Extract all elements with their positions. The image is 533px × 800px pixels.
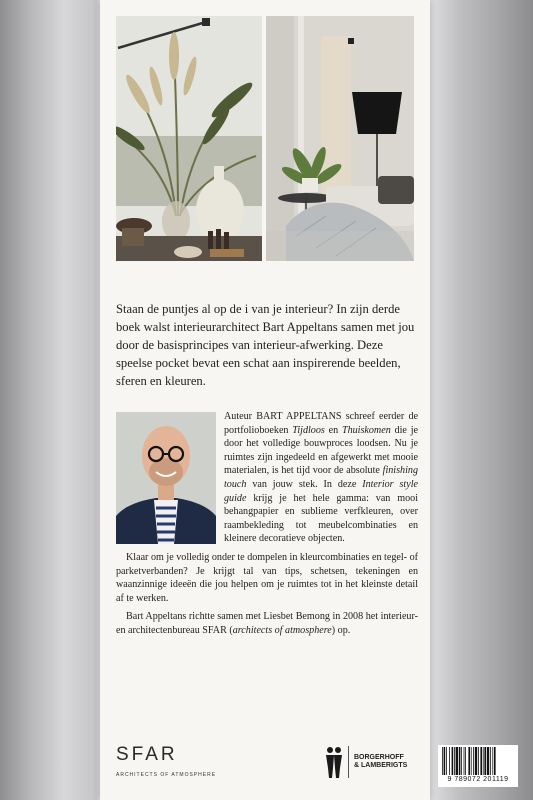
- isbn-barcode: [438, 745, 518, 787]
- emphasis-finishing-touch: finishing touch: [224, 465, 418, 490]
- bio-text: die je door het volledige bouwproces loodsen. Nu je ruimtes zijn ingedeeld en afgewerkt met mooie materialen, is het tijd voor de absolute: [224, 424, 418, 477]
- publisher-figures-icon: [324, 746, 344, 783]
- sfar-logo-word: SFAR: [116, 744, 178, 765]
- bio-text: Bart Appeltans richtte samen met Liesbet Bemong in 2008 het interieur- en architectenbureau SFAR (: [116, 611, 418, 636]
- bio-paragraph-3: [116, 610, 418, 637]
- isbn-number: 9 789072 201119: [447, 776, 509, 783]
- publisher-line-1: BORGERHOFF: [354, 754, 404, 761]
- bio-paragraph-2: Klaar om je volledig onder te dompelen in kleurcombinaties en tegel- of parketverbanden? Je krijgt tal van tips, schetsen, tekeningen en waanzinnige ideeën die jou helpen om je ruimtes tot in het kleinste detail af te werken.: [116, 551, 418, 604]
- publisher-divider: [348, 746, 349, 778]
- photo-vase-bouquet: [116, 16, 262, 261]
- publisher-line-2: & LAMBERIGTS: [354, 762, 408, 769]
- sfar-logo: [116, 744, 226, 778]
- book-title-style-guide: Interior style guide: [224, 478, 418, 504]
- bio-text: van jouw stek. In deze: [246, 478, 363, 490]
- back-cover-page: [100, 0, 509, 800]
- bio-text: Auteur BART APPELTANS schreef eerder de portfolioboeken: [224, 411, 418, 436]
- sfar-logo-tagline: ARCHITECTS OF ATMOSPHERE: [116, 772, 217, 778]
- book-title-tijdloos: Tijdloos: [292, 424, 325, 436]
- bio-text: en: [324, 424, 342, 436]
- portrait-spacer: [116, 410, 224, 546]
- photo-living-room: [266, 16, 414, 261]
- bio-text: ) op.: [331, 624, 351, 636]
- publisher-logo-text: [354, 754, 407, 770]
- emphasis-architects-of-atmosphere: architects of atmosphere: [232, 624, 332, 636]
- book-title-thuiskomen: Thuiskomen: [341, 424, 391, 436]
- author-bio: [116, 410, 418, 638]
- bio-text: krijg je het hele gamma: van mooi behangpapier en sublieme verfkleuren, over raambekleding tot meubelcombinaties en kleinere decoratieve objecten.: [224, 492, 418, 545]
- intro-paragraph: Staan de puntjes al op de i van je interieur? In zijn derde boek walst interieurarchitect Bart Appeltans samen met jou door de basisprincipes van interieur-afwerking. Deze speelse pocket bevat een schat aan inspirerende beelden, sferen en kleuren.: [116, 302, 415, 388]
- barcode-bars: [440, 747, 516, 777]
